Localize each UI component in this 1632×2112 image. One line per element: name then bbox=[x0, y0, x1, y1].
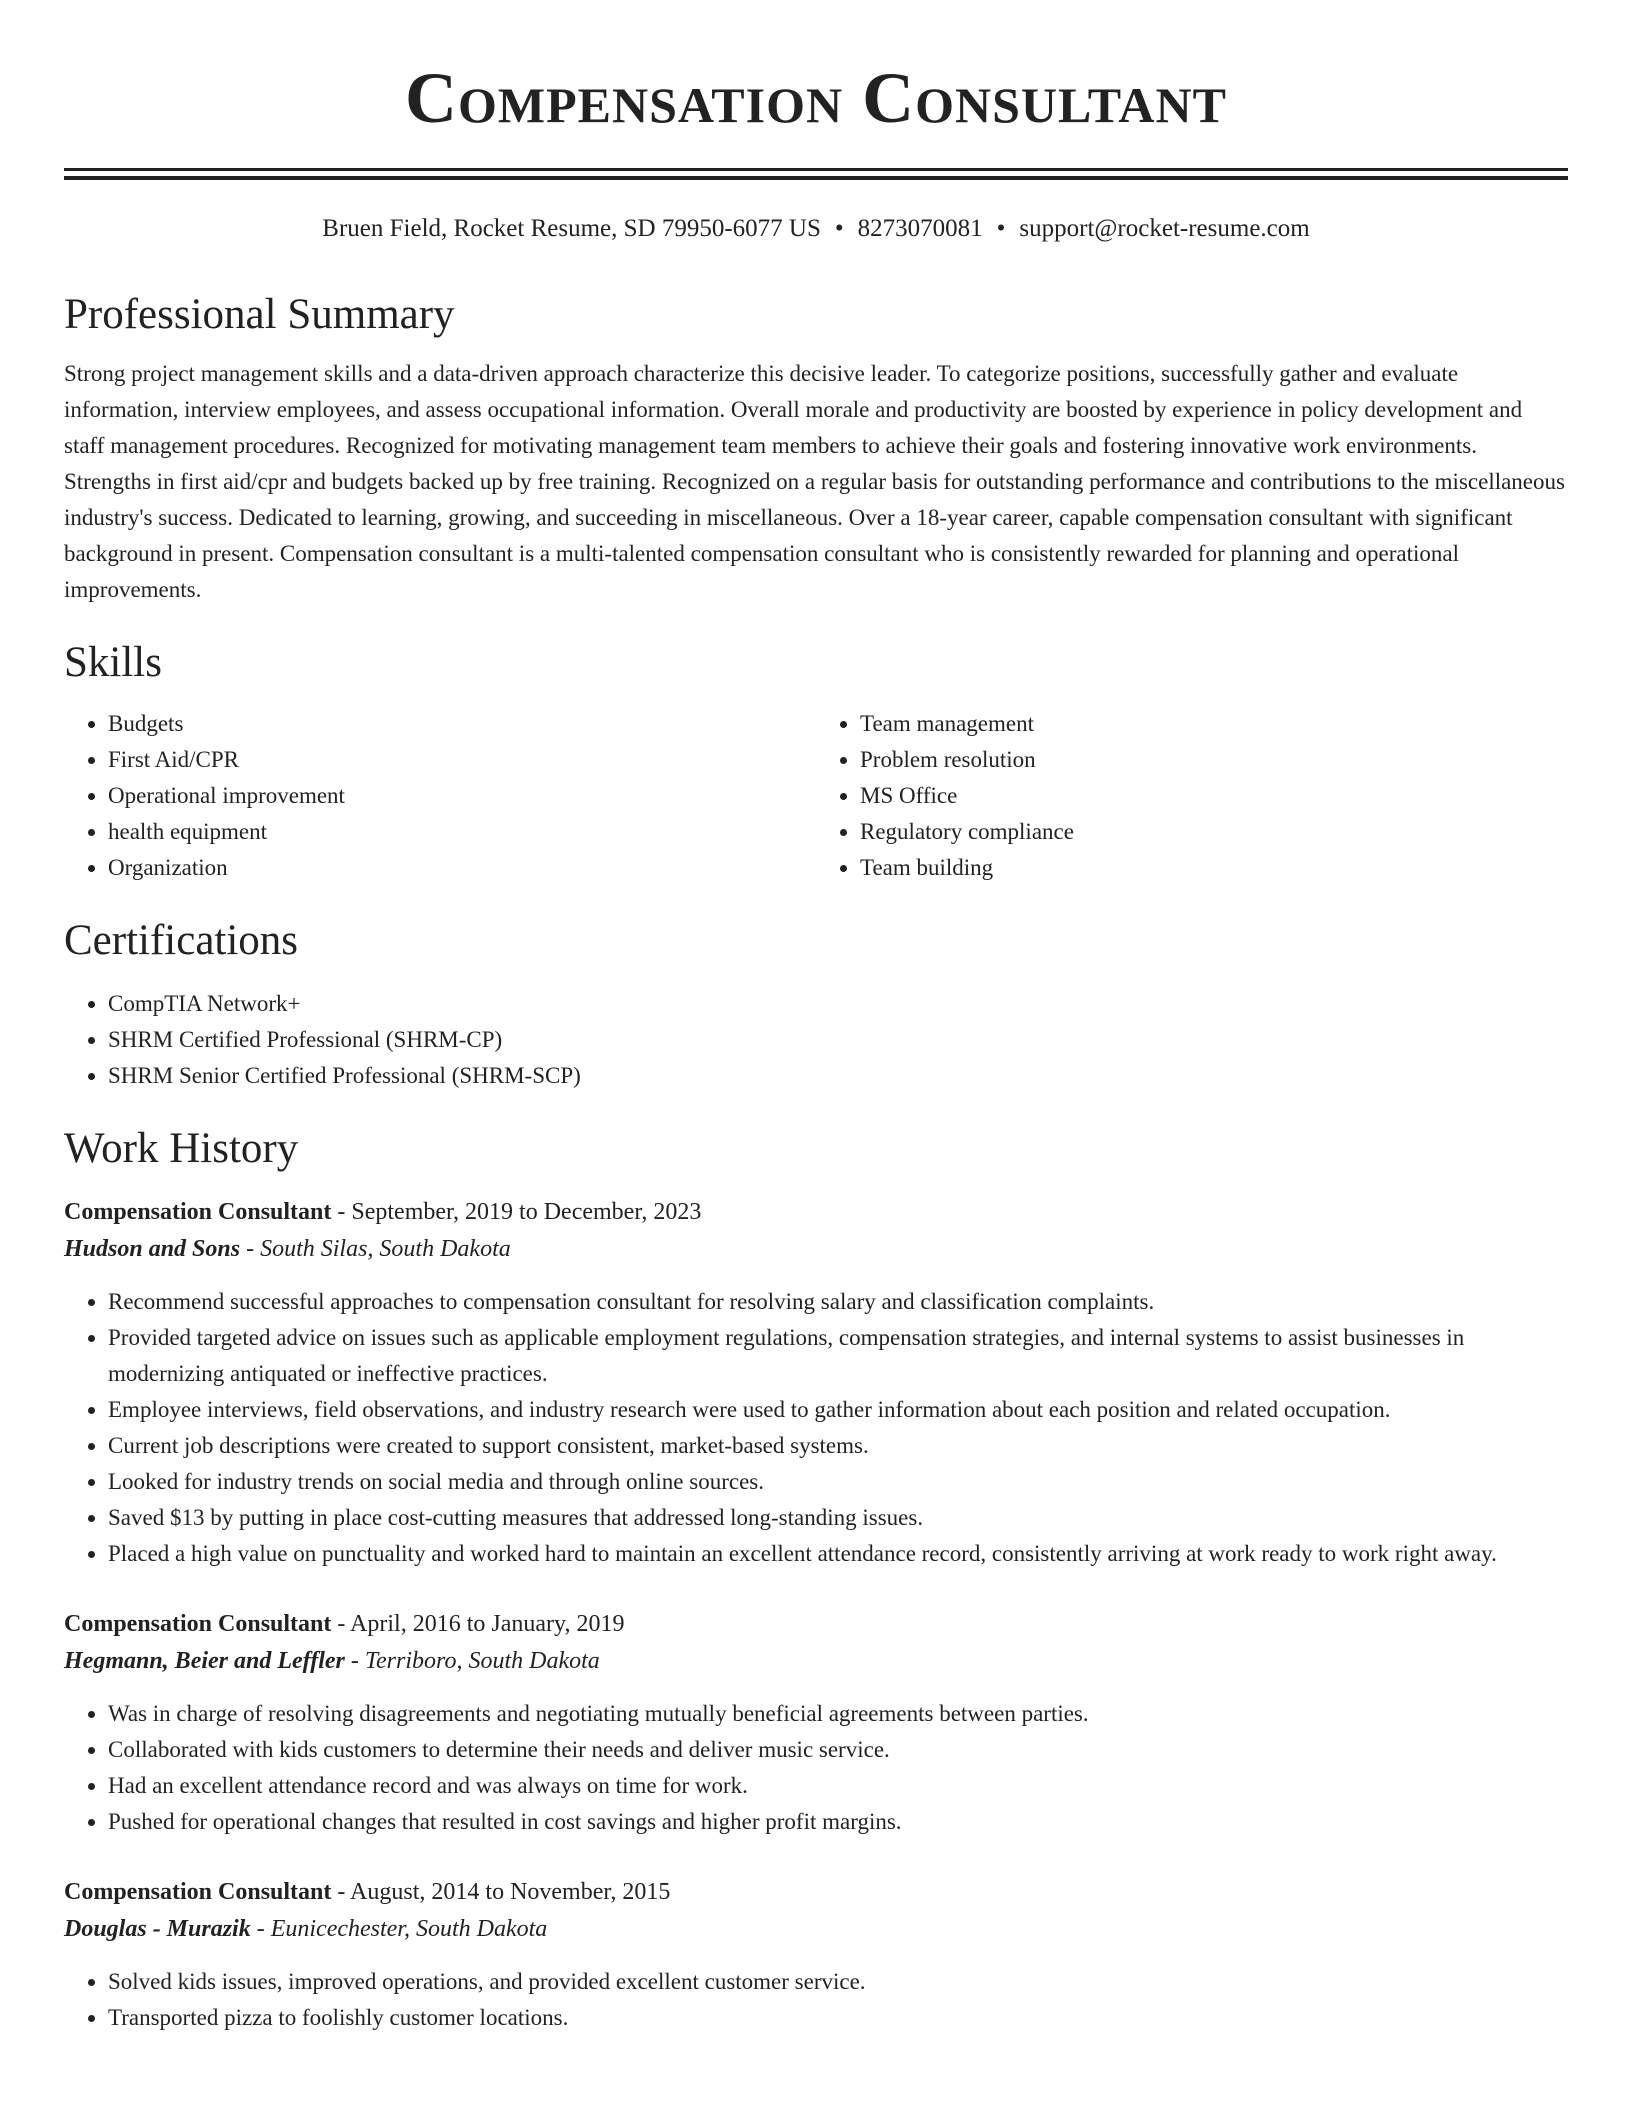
job-title-line bbox=[64, 1194, 1568, 1230]
resume-page bbox=[64, 0, 1568, 2036]
job-title-line bbox=[64, 1874, 1568, 1910]
header-divider-bottom bbox=[64, 176, 1568, 180]
company-location: - Eunicechester, South Dakota bbox=[250, 1916, 548, 1942]
job-bullet: • Provided targeted advice on issues such as applicable employment regulations, compensation strategies, and internal systems to assist businesses in modernizing antiquated or ineffective practices. bbox=[108, 1320, 1568, 1392]
job-bullet: • Employee interviews, field observations, and industry research were used to gather information about each position and related occupation. bbox=[108, 1392, 1568, 1428]
job-entry bbox=[64, 1194, 1568, 1572]
professional-summary-section bbox=[64, 290, 1568, 608]
certifications-list bbox=[64, 986, 1568, 1094]
company-location: - South Silas, South Dakota bbox=[240, 1236, 511, 1262]
job-dates: - August, 2014 to November, 2015 bbox=[331, 1879, 671, 1905]
skill-item: • health equipment bbox=[108, 814, 816, 850]
contact-separator: • bbox=[834, 215, 844, 242]
contact-separator: • bbox=[996, 215, 1006, 242]
certifications-section bbox=[64, 916, 1568, 1094]
job-bullet: • Had an excellent attendance record and was always on time for work. bbox=[108, 1768, 1568, 1804]
job-title: Compensation Consultant bbox=[64, 1611, 332, 1637]
job-bullets bbox=[64, 1284, 1568, 1572]
job-bullet: • Transported pizza to foolishly customer locations. bbox=[108, 2000, 1568, 2036]
skill-item: • Budgets bbox=[108, 706, 816, 742]
skill-item: • First Aid/CPR bbox=[108, 742, 816, 778]
company-name: Hegmann, Beier and Leffler bbox=[64, 1648, 345, 1674]
job-entry bbox=[64, 1874, 1568, 2036]
company-line bbox=[64, 1910, 1568, 1948]
skill-item: • Operational improvement bbox=[108, 778, 816, 814]
skill-item: • Problem resolution bbox=[860, 742, 1568, 778]
header-divider-top bbox=[64, 168, 1568, 171]
company-line bbox=[64, 1230, 1568, 1268]
company-line bbox=[64, 1642, 1568, 1680]
professional-summary-text: Strong project management skills and a data-driven approach characterize this decisive leader. To categorize positions, successfully gather and evaluate information, interview employees, and assess occupational information. Overall morale and productivity are boosted by experience in policy development and staff management procedures. Recognized for motivating management team members to achieve their goals and fostering innovative work environments. Strengths in first aid/cpr and budgets backed up by free training. Recognized on a regular basis for outstanding performance and contributions to the miscellaneous industry's success. Dedicated to learning, growing, and succeeding in miscellaneous. Over a 18-year career, capable compensation consultant with significant background in present. Compensation consultant is a multi-talented compensation consultant who is consistently rewarded for planning and operational improvements. bbox=[64, 361, 1565, 602]
contact-line bbox=[64, 214, 1568, 244]
job-title-line bbox=[64, 1606, 1568, 1642]
job-bullet: • Current job descriptions were created to support consistent, market-based systems. bbox=[108, 1428, 1568, 1464]
certification-item: • CompTIA Network+ bbox=[108, 986, 1568, 1022]
skill-item: • Team building bbox=[860, 850, 1568, 886]
company-name: Hudson and Sons bbox=[64, 1236, 241, 1262]
job-bullet: • Was in charge of resolving disagreements and negotiating mutually beneficial agreements between parties. bbox=[108, 1696, 1568, 1732]
contact-address: Bruen Field, Rocket Resume, SD 79950-6077 US bbox=[322, 215, 821, 242]
skills-heading: Skills bbox=[64, 639, 162, 686]
skill-item: • Organization bbox=[108, 850, 816, 886]
contact-phone: 8273070081 bbox=[857, 215, 983, 242]
job-bullets bbox=[64, 1696, 1568, 1840]
job-dates: - April, 2016 to January, 2019 bbox=[331, 1611, 625, 1637]
company-name: Douglas - Murazik bbox=[64, 1916, 251, 1942]
contact-email: support@rocket-resume.com bbox=[1019, 215, 1310, 242]
work-history-heading: Work History bbox=[64, 1125, 299, 1172]
professional-summary-heading: Professional Summary bbox=[64, 291, 455, 338]
job-bullet: • Recommend successful approaches to compensation consultant for resolving salary and classification complaints. bbox=[108, 1284, 1568, 1320]
skill-item: • MS Office bbox=[860, 778, 1568, 814]
job-entry bbox=[64, 1606, 1568, 1840]
certifications-heading: Certifications bbox=[64, 917, 299, 964]
skills-columns bbox=[64, 706, 1568, 886]
skill-item: • Team management bbox=[860, 706, 1568, 742]
job-title: Compensation Consultant bbox=[64, 1199, 332, 1225]
company-location: - Terriboro, South Dakota bbox=[344, 1648, 600, 1674]
certification-item: • SHRM Certified Professional (SHRM-CP) bbox=[108, 1022, 1568, 1058]
job-bullet: • Solved kids issues, improved operations, and provided excellent customer service. bbox=[108, 1964, 1568, 2000]
work-history-section bbox=[64, 1124, 1568, 2036]
job-bullet: • Collaborated with kids customers to determine their needs and deliver music service. bbox=[108, 1732, 1568, 1768]
job-bullet: • Saved $13 by putting in place cost-cutting measures that addressed long-standing issues. bbox=[108, 1500, 1568, 1536]
job-bullet: • Looked for industry trends on social media and through online sources. bbox=[108, 1464, 1568, 1500]
skill-item: • Regulatory compliance bbox=[860, 814, 1568, 850]
skills-section bbox=[64, 638, 1568, 886]
certification-item: • SHRM Senior Certified Professional (SHRM-SCP) bbox=[108, 1058, 1568, 1094]
job-dates: - September, 2019 to December, 2023 bbox=[331, 1199, 702, 1225]
resume-title: Compensation Consultant bbox=[405, 58, 1227, 138]
job-title: Compensation Consultant bbox=[64, 1879, 332, 1905]
job-bullet: • Pushed for operational changes that resulted in cost savings and higher profit margins. bbox=[108, 1804, 1568, 1840]
job-bullet: • Placed a high value on punctuality and worked hard to maintain an excellent attendance record, consistently arriving at work ready to work right away. bbox=[108, 1536, 1568, 1572]
job-bullets bbox=[64, 1964, 1568, 2036]
skills-list-left bbox=[64, 706, 816, 886]
skills-list-right bbox=[816, 706, 1568, 886]
